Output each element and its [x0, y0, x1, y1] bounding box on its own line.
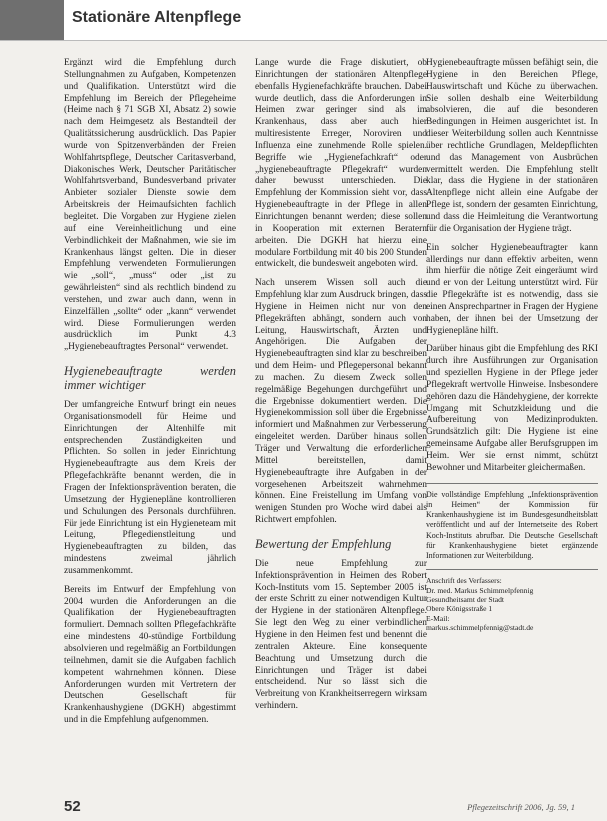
- divider: [426, 569, 598, 570]
- author-address: [426, 576, 598, 632]
- author-heading: Anschrift des Verfassers:: [426, 576, 502, 586]
- subheading: Hygienebeauftragte werden immer wichtiger: [64, 364, 236, 393]
- paragraph: Bereits im Entwurf der Empfehlung von 2004 wurden die Anforderungen an die Qualifikation der Hygienebeauftragten formuliert. Demnach sollten Pflegefachkräfte eine mindestens 40-stündige Fortbildung absolvieren und regelmäßig an Fortbildungen teilnehmen, damit sie die Aufgaben fachlich kompetent wahrnehmen können. Diese Anforderungen wurden mit Vertretern der Deutschen Gesellschaft für Krankenhaushygiene (DGKH) abgestimmt und in die Empfehlung aufgenommen.: [64, 584, 236, 726]
- subheading: Bewertung der Empfehlung: [255, 536, 392, 551]
- author-line: Dr. med. Markus Schimmelpfennig: [426, 585, 534, 595]
- paragraph: Der umfangreiche Entwurf bringt ein neues Organisationsmodell für Heime und Einrichtungen der Altenhilfe mit entsprechenden Zuständigkeiten und Pflichten. So sollen in jeder Einrichtung Hygienebeauftragte aus dem Kreis der Pflegefachkräfte benannt werden, die in Fragen der Infektionsprävention beraten, die Umsetzung der Hygienepläne kontrollieren und Schulungen des Personals durchführen. Für jede Einrichtung ist ein Hygieneteam mit Leitung, Pflegedienstleitung und Hygienebeauftragten zu bilden, das mindestens zweimal jährlich zusammenkommt.: [64, 400, 236, 576]
- paragraph: Ergänzt wird die Empfehlung durch Stellungnahmen zu Aufgaben, Kompetenzen und Qualifikation. Unterstützt wird die Empfehlung im Bereich der Pflegeheime (Heime nach § 71 SGB XI, Absatz 2) sowie nach dem Heimgesetz als Bestandteil der Qualitätssicherung ausdrücklich. Das Papier wurde von Spitzenverbänden der Freien Wohlfahrtspflege, Deutscher Caritasverband, Diakonisches Werk, Deutscher Paritätischer Wohlfahrtsverband, Bundesverband privater Anbieter sozialer Dienste sowie dem Arbeitskreis der Heimaufsichten fachlich begleitet. Die Vorgaben zur Hygiene zielen auf eine Vereinheitlichung und eine Verbindlichkeit der Maßnahmen, wie sie im Krankenhaus längst gelten. Die in dieser Empfehlung verwendeten Formulierungen wie „soll“, „muss“ oder „ist zu gewährleisten“ sind als rechtlich bindend zu verstehen, und zwar auch dann, wenn in Einzelfällen „sollte“ oder „kann“ verwendet wird. Diese Formulierungen werden ausdrücklich im Punkt 4.3 „Hygienebeauftragtes Personal“ verwendet.: [64, 58, 236, 353]
- paragraph: Hygienebeauftragte müssen befähigt sein, die Hygiene in den Bereichen Pflege, Hauswirtschaft und Küche zu überwachen. Sie sollen deshalb eine Weiterbildung absolvieren, die auf die besonderen Bedingungen in Heimen ausgerichtet ist. In dieser Weiterbildung sollen auch Kenntnisse über rechtliche Grundlagen, Meldepflichten und das Management von Ausbrüchen vermittelt werden. Die Empfehlung stellt klar, dass die Hygiene in der stationären Altenpflege nicht allein eine Aufgabe der Pflege ist, sondern der gesamten Einrichtung, und dass die Heimleitung die Verantwortung für die Organisation der Hygiene trägt.: [426, 58, 598, 234]
- author-line: markus.schimmelpfennig@stadt.de: [426, 623, 534, 633]
- section-title: Stationäre Altenpflege: [72, 9, 242, 26]
- text-column-2: [255, 58, 427, 720]
- page-number: 52: [64, 798, 81, 815]
- page-header: [0, 0, 607, 41]
- author-line: Gesundheitsamt der Stadt: [426, 594, 505, 604]
- paragraph: Darüber hinaus gibt die Empfehlung des RKI durch ihre Ausführungen zur Organisation und speziellen Hygiene in der Pflege jeder Pflegekraft wertvolle Hinweise. Insbesondere gehören dazu die Händehygiene, der korrekte Umgang mit Schutzkleidung und die Aufbereitung von Medizinprodukten. Grundsätzlich gilt: Die Hygiene ist eine gemeinsame Aufgabe aller Berufsgruppen im Heim. Wer sie ernst nimmt, schützt Bewohner und Mitarbeiter gleichermaßen.: [426, 344, 598, 473]
- paragraph: Die neue Empfehlung zur Infektionsprävention in Heimen des Robert Koch-Instituts vom 15. September 2005 ist der erste Schritt zu einer notwendigen Kultur der Hygiene in der stationären Altenpflege. Sie legt den Weg zu einer verbindlichen Hygiene in den Heimen fest und benennt die zentralen Akteure. Eine konsequente Beachtung und Umsetzung durch die Einrichtungen und Träger ist dabei entscheidend. Nur so lässt sich die Verbreitung von Krankheitserregern wirksam verhindern.: [255, 558, 427, 712]
- page-footer: [64, 798, 575, 818]
- author-line: Obere Königsstraße 1: [426, 604, 493, 614]
- paragraph: Ein solcher Hygienebeauftragter kann allerdings nur dann effektiv arbeiten, wenn ihm hierfür die nötige Zeit eingeräumt wird und er von der Leitung unterstützt wird. Für die Pflegekräfte ist es notwendig, dass sie einen Ansprechpartner in Fragen der Hygiene haben, der ihnen bei der Umsetzung der Hygienepläne hilft.: [426, 242, 598, 336]
- author-line: E-Mail:: [426, 613, 450, 623]
- text-column-1: [64, 58, 236, 734]
- journal-citation: Pflegezeitschrift 2006, Jg. 59, 1: [467, 802, 575, 812]
- text-column-3: [426, 58, 598, 633]
- divider: [426, 483, 598, 484]
- header-color-block: [0, 0, 64, 40]
- info-box-note: Die vollständige Empfehlung „Infektionsprävention in Heimen“ der Kommission für Krankenhaushygiene ist im Bundesgesundheitsblatt veröffentlicht und auf der Internetseite des Robert Koch-Instituts abrufbar. Die Deutsche Gesellschaft für Krankenhaushygiene bietet ergänzende Informationen zur Weiterbildung.: [426, 489, 598, 560]
- paragraph: Nach unserem Wissen soll auch die Empfehlung klar zum Ausdruck bringen, dass Hygiene in Heimen nicht nur von den Pflegekräften abhängt, sondern auch von Leitung, Hauswirtschaft, Ärzten und Angehörigen. Die Aufgaben der Hygienebeauftragten sind klar zu beschreiben und dem Heim- und Pflegepersonal bekannt zu machen. Zu diesem Zweck sollen regelmäßige Begehungen durchgeführt und die Ergebnisse dokumentiert werden. Die Hygienekommission soll über die Ergebnisse informiert und Maßnahmen zur Verbesserung eingeleitet werden. Darüber hinaus sollen Träger und Verwaltung die erforderlichen Mittel bereitstellen, damit Hygienebeauftragte ihre Aufgaben in der vorgesehenen Arbeitszeit wahrnehmen können. Eine Freistellung im Umfang von wenigen Stunden pro Woche wird dabei als Richtwert empfohlen.: [255, 278, 427, 526]
- paragraph: Lange wurde die Frage diskutiert, ob Einrichtungen der stationären Altenpflege ebenfalls Hygienefachkräfte brauchen. Dabei wurde deutlich, dass die Anforderungen in Heimen zwar geringer sind als im Krankenhaus, dass aber auch hier multiresistente Erreger, Noroviren und Influenza eine zunehmende Rolle spielen. Begriffe wie „Hygienefachkraft“ oder „hygienebeauftragte Pflegekraft“ wurden daher bewusst unterschieden. Die Empfehlung der Kommission sieht vor, dass Hygienebeauftragte in der Pflege in allen Einrichtungen benannt werden; diese sollen in Kooperation mit externen Beratern arbeiten. Die DGKH hat hierzu eine modulare Fortbildung mit 40 bis 200 Stunden entwickelt, die bundesweit angeboten wird.: [255, 58, 427, 270]
